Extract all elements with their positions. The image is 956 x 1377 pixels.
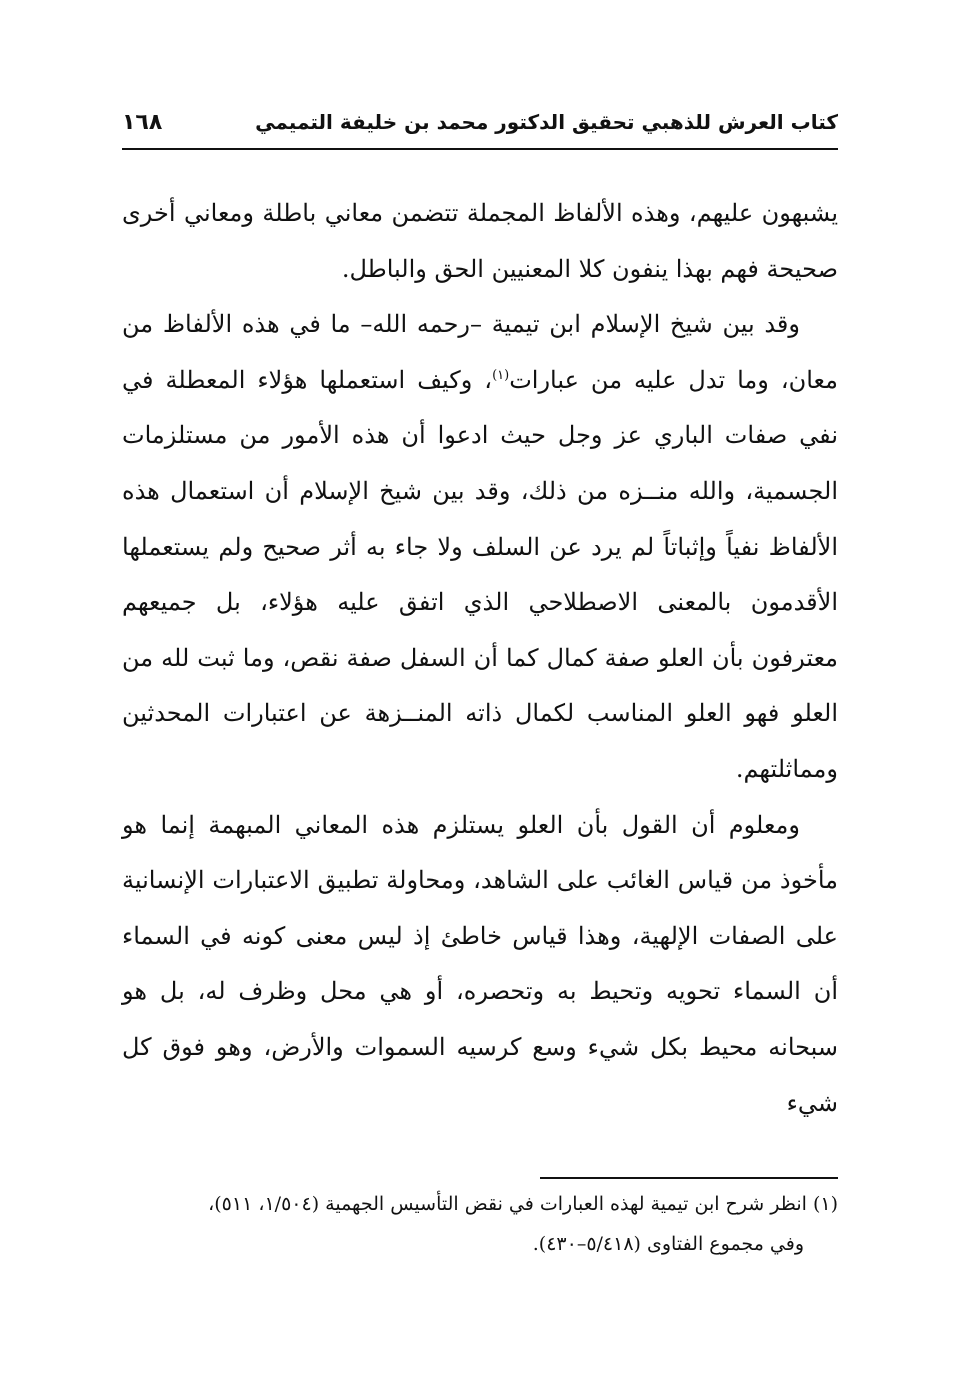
main-text — [122, 186, 838, 1131]
paragraph-2-part-1: وقد بين شيخ الإسلام ابن تيمية –رحمه الله– ما في هذه الألفاظ من معان، وما تدل عليه من عبارات — [122, 310, 838, 394]
paragraph-2-part-2: ، وكيف استعملها هؤلاء المعطلة في نفي صفات الباري عز وجل حيث ادعوا أن هذه الأمور من مستلزمات الجسمية، والله منــزه من ذلك، وقد بين شيخ الإسلام أن استعمال هذه الألفاظ نفياً وإثباتاً لم يرد عن السلف ولا جاء به أثر صحيح ولم يستعملها الأقدمون بالمعنى الاصطلاحي الذي اتفق عليه هؤلاء، بل جميعهم معترفون بأن العلو صفة كمال كما أن السفل صفة نقص، وما ثبت لله من العلو فهو العلو المناسب لكمال ذاته المنــزهة عن اعتبارات المحدثين ومماثلتهم. — [122, 365, 839, 783]
running-title: كتاب العرش للذهبي تحقيق الدكتور محمد بن خليفة التميمي — [255, 110, 838, 134]
footnote-1-line-2: وفي مجموع الفتاوى (٥/٤١٨–٤٣٠). — [532, 1233, 804, 1255]
header-divider — [122, 148, 838, 150]
page-number: ١٦٨ — [122, 109, 163, 135]
footnote-divider — [540, 1177, 838, 1179]
footnote-reference: (١) — [492, 367, 510, 383]
footnotes — [122, 1184, 838, 1264]
paragraph-1: يشبهون عليهم، وهذه الألفاظ المجملة تتضمن معاني باطلة ومعاني أخرى صحيحة فهم بهذا ينفون كلا المعنيين الحق والباطل. — [122, 199, 838, 283]
paragraph-3: ومعلوم أن القول بأن العلو يستلزم هذه المعاني المبهمة إنما هو مأخوذ من قياس الغائب على الشاهد، ومحاولة تطبيق الاعتبارات الإنسانية على الصفات الإلهية، وهذا قياس خاطئ إذ ليس معنى كونه في السماء أن السماء تحويه وتحيط به وتحصره، أو هي محل وظرف له، بل هو سبحانه محيط بكل شيء وسع كرسيه السموات والأرض، وهو فوق كل شيء — [122, 810, 838, 1117]
footnote-1-line-1: (١) انظر شرح ابن تيمية لهذه العبارات في نقض التأسيس الجهمية (١/٥٠٤، ٥١١)، — [208, 1193, 838, 1215]
paragraph-2 — [122, 297, 838, 797]
page-header — [122, 102, 838, 142]
